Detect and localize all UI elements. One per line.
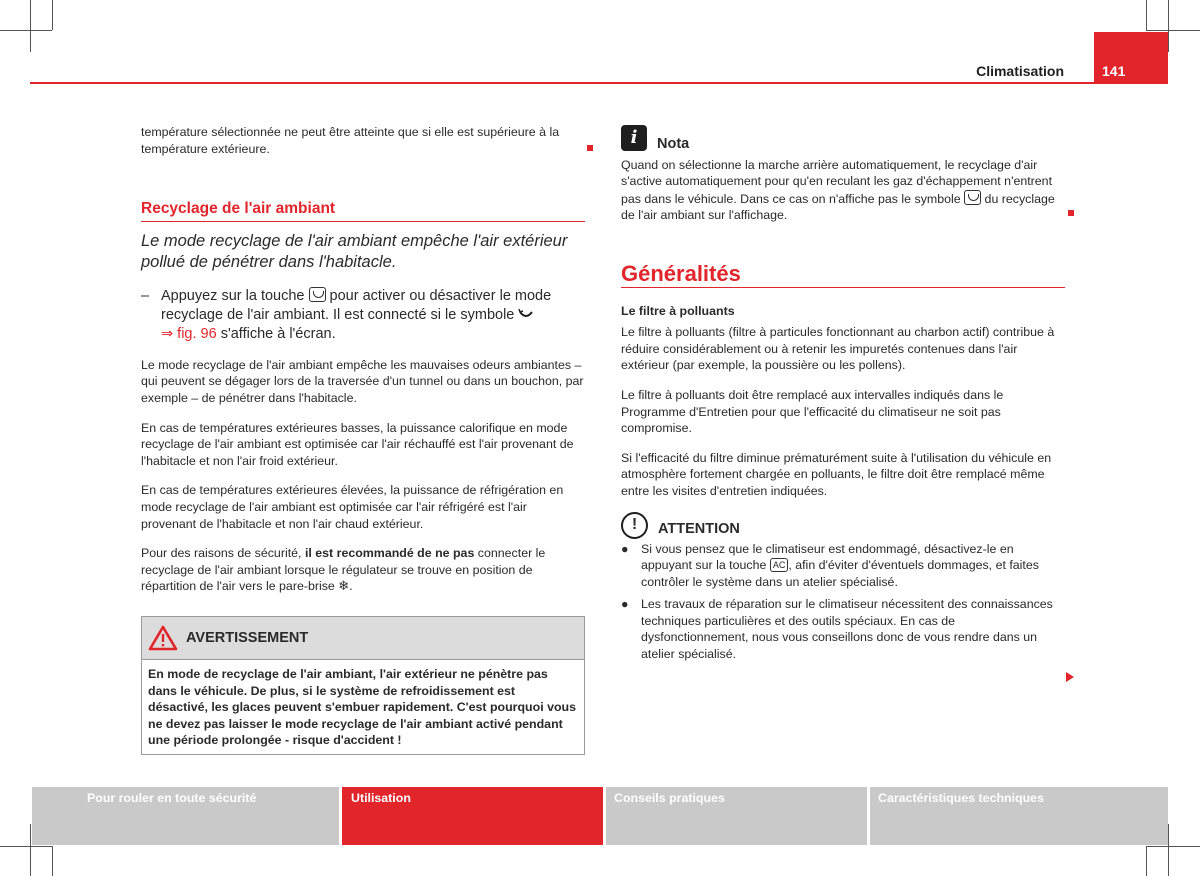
paragraph: En cas de températures extérieures basses, la puissance calorifique en mode recyclage de l'air ambiant est optimisée car l'air réchauffé est l'air provenant de l'habitacle et non l'air froid extérieur.: [141, 420, 574, 468]
crop-mark: [30, 824, 31, 876]
note-header: [621, 124, 1065, 153]
recirculation-key-icon: [309, 287, 326, 302]
crop-mark: [0, 846, 52, 847]
paragraph-part: Pour des raisons de sécurité,: [141, 546, 302, 561]
page-number-box: [1094, 32, 1168, 83]
bullet-text: , afin d'éviter d'éventuels dommages, et faites contrôler le système dans un atelier spécialisé.: [641, 558, 1039, 589]
crop-mark: [1168, 824, 1169, 876]
crop-mark: [1146, 0, 1147, 30]
bullet-dot: ●: [621, 541, 629, 556]
recirculation-symbol-icon: [518, 309, 534, 319]
footer-tab-securite[interactable]: [32, 787, 339, 845]
paragraph: Si l'efficacité du filtre diminue prématurément suite à l'utilisation du véhicule en atmosphère fortement chargée en polluants, le filtre doit être remplacé même entre les visites d'entretien indiquées.: [621, 450, 1052, 498]
attention-bullet: [621, 596, 1065, 662]
footer-tab-label: Pour rouler en toute sécurité: [87, 791, 257, 805]
paragraph: [141, 545, 585, 595]
header-rule: [30, 82, 1168, 84]
recirculation-key-icon: [964, 190, 981, 205]
paragraph-part: connecter le recyclage de l'air ambiant lorsque le régulateur se trouve en position de répartition de l'air vers le pare-brise: [141, 546, 546, 594]
step-text-3: s'affiche à l'écran.: [220, 325, 336, 342]
footer-tab-utilisation[interactable]: [342, 787, 603, 845]
bullet-text: Les travaux de réparation sur le climatiseur nécessitent des connaissances techniques particulières et des outils spéciaux. En cas de dysfonctionnement, nous vous conseillons donc de vous rendre dans un atelier spécialisé.: [641, 597, 1053, 662]
section-title-generalites: Généralités: [621, 266, 1065, 288]
warning-triangle-icon: [148, 625, 178, 651]
continue-arrow-icon: [1066, 672, 1074, 682]
footer-tab-label: Caractéristiques techniques: [878, 791, 1044, 805]
footer-tab-caracteristiques[interactable]: [870, 787, 1168, 845]
ac-key-icon: AC: [770, 558, 789, 572]
crop-mark: [1146, 846, 1147, 876]
info-icon: i: [621, 125, 647, 151]
section-end-mark: [587, 145, 593, 151]
section-end-mark: [1068, 210, 1074, 216]
instruction-step: [141, 287, 585, 344]
crop-mark: [52, 0, 53, 30]
crop-mark: [0, 30, 52, 31]
step-dash: –: [141, 287, 150, 304]
attention-title: ATTENTION: [658, 521, 740, 538]
section-title-recyclage: Recyclage de l'air ambiant: [141, 201, 585, 222]
section-intro: Le mode recyclage de l'air ambiant empêche l'air extérieur pollué de pénétrer dans l'habitacle.: [141, 231, 568, 271]
warning-title: AVERTISSEMENT: [186, 629, 309, 646]
warning-box: [141, 616, 585, 755]
crop-mark: [1168, 0, 1169, 52]
bullet-text: Si vous pensez que le climatiseur est endommagé, désactivez-le en appuyant sur la touche: [641, 541, 1014, 573]
footer-tab-label: Utilisation: [351, 791, 411, 805]
note-title: Nota: [657, 136, 690, 152]
footer-tab-label: Conseils pratiques: [614, 791, 725, 805]
page-title: Climatisation: [976, 63, 1064, 79]
attention-header: [621, 512, 1065, 539]
paragraph: Le filtre à polluants doit être remplacé aux intervalles indiqués dans le Programme d'Entretien pour que l'efficacité du climatiseur ne soit pas compromise.: [621, 387, 1004, 436]
note-text-1: Quand on sélectionne la marche arrière automatiquement, le recyclage d'air s'active automatiquement pour qu'en reculant les gaz d'échappement n'entrent pas dans le véhicule. Dans ce cas on n'affiche pas le symbole: [621, 157, 1053, 206]
figure-link[interactable]: ⇒ fig. 96: [161, 325, 217, 342]
paragraph: Le mode recyclage de l'air ambiant empêche les mauvaises odeurs ambiantes – qui peuvent se dégager lors de la traversée d'un tunnel ou dans un bouchon, par exemple – de pénétrer dans l'habitacle.: [141, 357, 584, 405]
paragraph: En cas de températures extérieures élevées, la puissance de réfrigération en mode recyclage de l'air ambiant est optimisée car l'air réfrigéré est l'air provenant de l'habitacle et non l'air chaud extérieur.: [141, 483, 564, 531]
windshield-defrost-icon: ❄.: [338, 578, 353, 594]
page-number: 141: [1102, 63, 1126, 79]
left-column: [141, 124, 585, 755]
step-text-2: pour activer ou désactiver le mode recyclage de l'air ambiant. Il est connecté si le symbole: [161, 287, 552, 323]
attention-bullet: [621, 541, 1065, 591]
footer-tab-conseils[interactable]: [606, 787, 867, 845]
crop-mark: [1146, 30, 1200, 31]
right-column: [621, 124, 1065, 668]
step-text-1: Appuyez sur la touche: [161, 287, 305, 304]
paragraph: Le filtre à polluants (filtre à particules fonctionnant au charbon actif) contribue à réduire considérablement ou à retenir les impuretés contenues dans l'air extérieur (par exemple, la poussière ou les pollens).: [621, 325, 1055, 373]
crop-mark: [30, 0, 31, 52]
bullet-dot: ●: [621, 597, 629, 612]
note-text-2: du recyclage de l'air ambiant sur l'affichage.: [621, 191, 1055, 223]
paragraph-emphasis: il est recommandé de ne pas: [304, 546, 475, 561]
warning-body: En mode de recyclage de l'air ambiant, l'air extérieur ne pénètre pas dans le véhicule. De plus, si le système de refroidissement est désactivé, les glaces peuvent s'embuer rapidement. C'est pourquoi vous ne devez pas laisser le mode recyclage de l'air ambiant activé pendant une période prolongée - risque d'accident !: [148, 666, 576, 748]
subheading: Le filtre à polluants: [621, 303, 735, 318]
crop-mark: [1146, 846, 1200, 847]
note-text: [621, 157, 1061, 224]
crop-mark: [52, 846, 53, 876]
warning-header: [142, 617, 584, 660]
attention-icon: !: [621, 512, 648, 539]
continuation-text: température sélectionnée ne peut être atteinte que si elle est supérieure à la température extérieure.: [141, 125, 560, 156]
